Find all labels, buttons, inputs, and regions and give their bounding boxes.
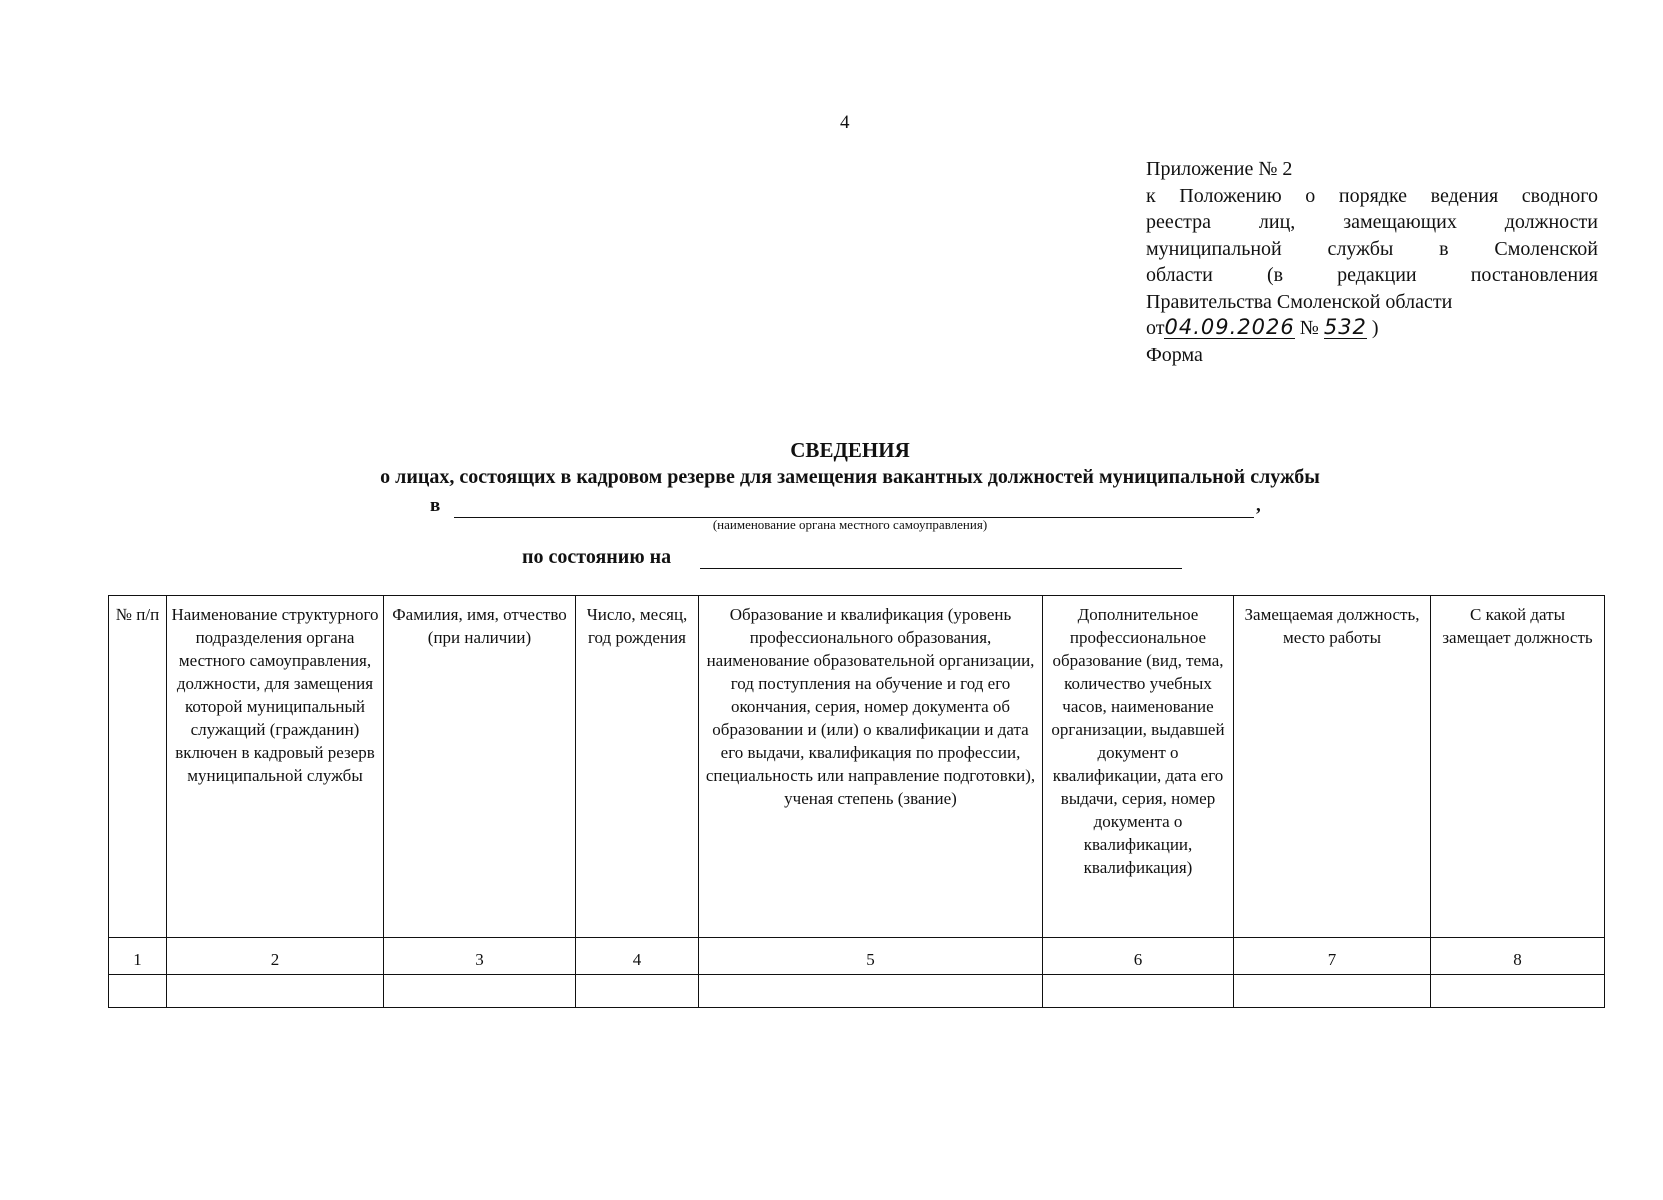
column-number: 3 — [384, 938, 576, 975]
column-number: 8 — [1431, 938, 1605, 975]
column-number: 2 — [167, 938, 384, 975]
appendix-line: муниципальной службы в Смоленской — [1146, 237, 1598, 260]
form-label: Форма — [1146, 343, 1203, 366]
empty-cell[interactable] — [384, 975, 576, 1008]
empty-cell[interactable] — [1431, 975, 1605, 1008]
organ-prefix: в — [430, 495, 441, 516]
empty-cell[interactable] — [576, 975, 699, 1008]
header-cell: № п/п — [109, 596, 167, 938]
column-number: 1 — [109, 938, 167, 975]
organ-suffix: , — [1256, 495, 1261, 516]
header-cell: Дополнительное профессиональное образование (вид, тема, количество учебных часов, наименование организации, выдавшей документ о квалификации, дата его выдачи, серия, номер документа о квалификации, квалификация) — [1043, 596, 1234, 938]
handwritten-number: 532 — [1323, 315, 1367, 339]
closing-paren: ) — [1371, 317, 1379, 339]
empty-cell[interactable] — [109, 975, 167, 1008]
as-of-date-blank — [700, 568, 1182, 569]
document-subtitle: о лицах, состоящих в кадровом резерве для замещения вакантных должностей муниципальной службы — [380, 466, 1320, 488]
as-of-label: по состоянию на — [522, 546, 672, 568]
header-row — [109, 596, 1605, 938]
reserve-table — [108, 595, 1605, 1008]
column-number: 5 — [699, 938, 1043, 975]
page-number: 4 — [840, 112, 850, 133]
header-cell: Замещаемая должность, место работы — [1234, 596, 1431, 938]
empty-data-row — [109, 975, 1605, 1008]
appendix-line: области (в редакции постановления — [1146, 264, 1598, 286]
handwritten-date: 04.09.2026 — [1164, 315, 1295, 339]
column-number: 4 — [576, 938, 699, 975]
header-cell: Образование и квалификация (уровень профессионального образования, наименование образовательной организации, год поступления на обучение и год его окончания, серия, номер документа об образовании и (или) о квалификации и дата его выдачи, квалификация по профессии, специальность или направление подготовки), ученая степень (звание) — [699, 596, 1043, 938]
appendix-block — [1146, 156, 1598, 368]
header-cell: Наименование структурного подразделения органа местного самоуправления, должности, для замещения которой муниципальный служащий (гражданин) включен в кадровый резерв муниципальной службы — [167, 596, 384, 938]
document-title: СВЕДЕНИЯ — [790, 438, 910, 462]
appendix-line: к Положению о порядке ведения сводного — [1146, 184, 1598, 207]
appendix-date-line — [1146, 315, 1598, 342]
organ-caption: (наименование органа местного самоуправления) — [712, 517, 988, 532]
column-number: 7 — [1234, 938, 1431, 975]
header-cell: Фамилия, имя, отчество (при наличии) — [384, 596, 576, 938]
header-cell: Число, месяц, год рождения — [576, 596, 699, 938]
empty-cell[interactable] — [167, 975, 384, 1008]
empty-cell[interactable] — [699, 975, 1043, 1008]
column-number: 6 — [1043, 938, 1234, 975]
empty-cell[interactable] — [1234, 975, 1431, 1008]
appendix-line: реестра лиц, замещающих должности — [1146, 211, 1598, 233]
appendix-title: Приложение № 2 — [1146, 158, 1293, 180]
empty-cell[interactable] — [1043, 975, 1234, 1008]
column-number-row — [109, 938, 1605, 975]
date-prefix: от — [1146, 317, 1165, 339]
header-cell: С какой даты замещает должность — [1431, 596, 1605, 938]
number-prefix: № — [1299, 317, 1319, 339]
appendix-line: Правительства Смоленской области — [1146, 290, 1453, 313]
